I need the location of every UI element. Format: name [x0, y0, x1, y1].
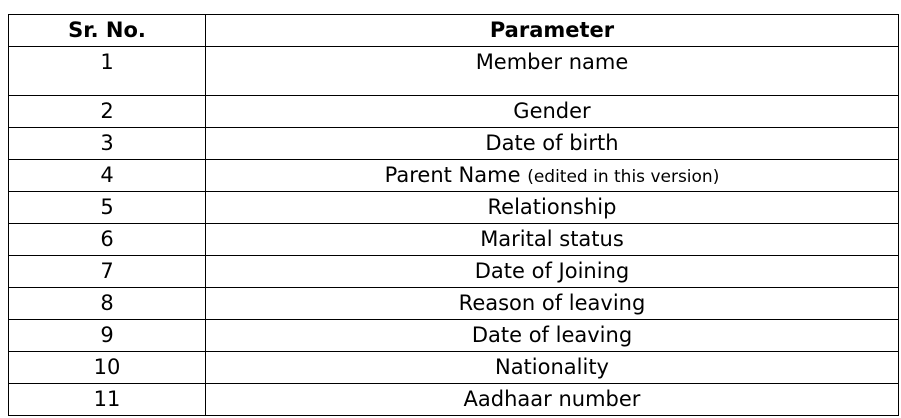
- edit-note: (edited in this version): [527, 167, 720, 187]
- parameter-cell: Date of birth: [206, 128, 899, 160]
- table-row: [9, 256, 899, 288]
- parameter-cell: Marital status: [206, 224, 899, 256]
- table-row: [9, 288, 899, 320]
- table-row: [9, 320, 899, 352]
- sr-no-cell: 6: [9, 224, 206, 256]
- parameter-text: Parent Name: [384, 163, 521, 187]
- table-row: [9, 384, 899, 416]
- parameter-cell: Relationship: [206, 192, 899, 224]
- sr-no-cell: 10: [9, 352, 206, 384]
- sr-no-cell: 8: [9, 288, 206, 320]
- parameter-table: [8, 14, 899, 416]
- parameter-cell: Date of Joining: [206, 256, 899, 288]
- parameter-cell: [206, 160, 899, 192]
- sr-no-cell: 1: [9, 47, 206, 96]
- parameter-cell: [206, 47, 899, 96]
- parameter-cell: Aadhaar number: [206, 384, 899, 416]
- parameter-text: Member name: [475, 50, 629, 74]
- table-row: [9, 192, 899, 224]
- header-sr-no: Sr. No.: [9, 15, 206, 47]
- table-row: [9, 47, 899, 96]
- sr-no-cell: 4: [9, 160, 206, 192]
- sr-no-cell: 11: [9, 384, 206, 416]
- sr-no-cell: 5: [9, 192, 206, 224]
- header-parameter: Parameter: [206, 15, 899, 47]
- table-row: [9, 160, 899, 192]
- sr-no-cell: 3: [9, 128, 206, 160]
- table-row: [9, 224, 899, 256]
- sr-no-cell: 7: [9, 256, 206, 288]
- parameter-cell: Gender: [206, 96, 899, 128]
- parameter-cell: Date of leaving: [206, 320, 899, 352]
- sr-no-cell: 2: [9, 96, 206, 128]
- table-row: [9, 352, 899, 384]
- sr-no-cell: 9: [9, 320, 206, 352]
- parameter-cell: Nationality: [206, 352, 899, 384]
- table-row: [9, 128, 899, 160]
- parameter-cell: Reason of leaving: [206, 288, 899, 320]
- table-header-row: [9, 15, 899, 47]
- table-row: [9, 96, 899, 128]
